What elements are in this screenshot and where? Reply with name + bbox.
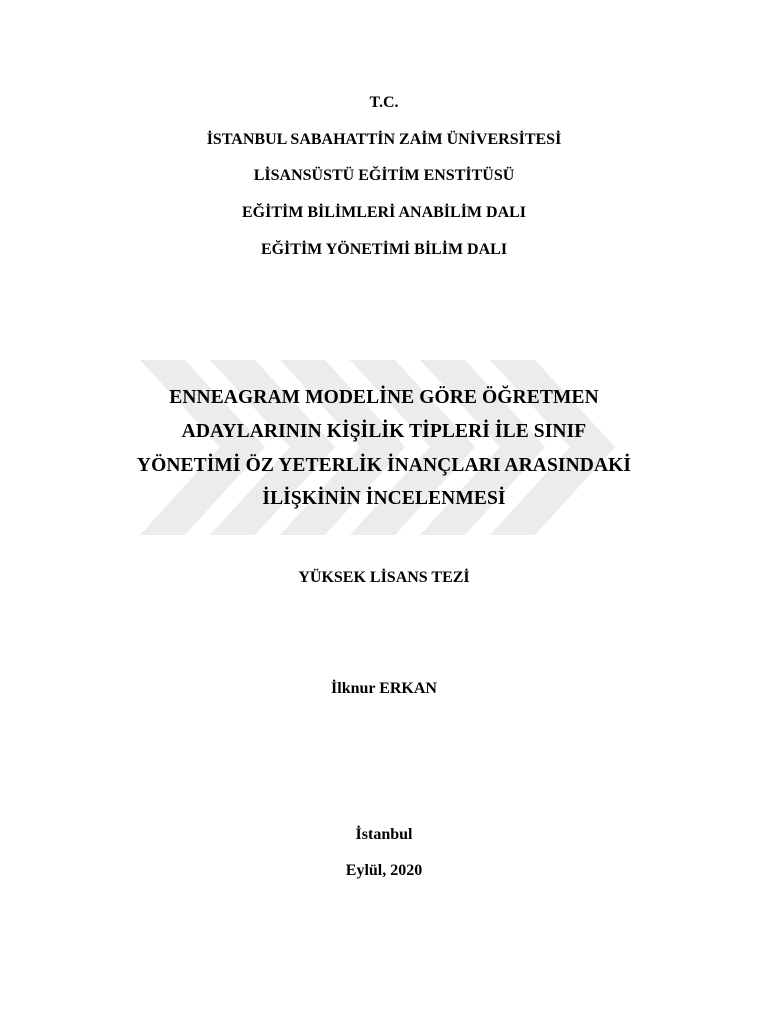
thesis-title-line: YÖNETİMİ ÖZ YETERLİK İNANÇLARI ARASINDAKİ <box>136 455 632 476</box>
city: İstanbul <box>355 826 413 843</box>
country-abbreviation: T.C. <box>369 94 399 111</box>
thesis-title-line: İLİŞKİNİN İNCELENMESİ <box>262 488 506 509</box>
division-name: EĞİTİM YÖNETİMİ BİLİM DALI <box>260 241 508 258</box>
thesis-title-line: ENNEAGRAM MODELİNE GÖRE ÖĞRETMEN <box>169 387 599 408</box>
thesis-type: YÜKSEK LİSANS TEZİ <box>298 569 470 586</box>
department-name: EĞİTİM BİLİMLERİ ANABİLİM DALI <box>241 204 527 221</box>
university-name: İSTANBUL SABAHATTİN ZAİM ÜNİVERSİTESİ <box>206 131 562 148</box>
institute-name: LİSANSÜSTÜ EĞİTİM ENSTİTÜSÜ <box>253 167 515 184</box>
submission-date: Eylül, 2020 <box>345 862 423 879</box>
author-name: İlknur ERKAN <box>331 680 437 697</box>
thesis-title-line: ADAYLARININ KİŞİLİK TİPLERİ İLE SINIF <box>181 421 587 442</box>
